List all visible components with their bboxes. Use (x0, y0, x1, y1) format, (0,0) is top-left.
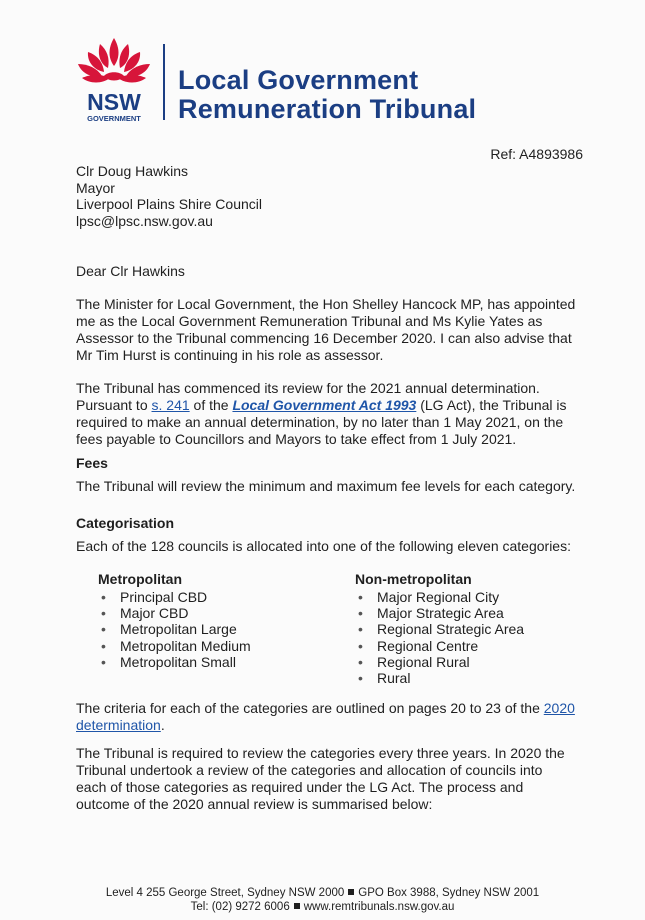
list-item: • Rural (355, 670, 524, 686)
metropolitan-list (98, 589, 251, 670)
recipient-name: Clr Doug Hawkins (76, 163, 189, 179)
paragraph-appointment: The Minister for Local Government, the Hon Shelley Hancock MP, has appointed me as the Local Government Remuneration Tribunal and Ms Kylie Yates as Assessor to the Tribunal commencing 16 December 2020. I can also advise that Mr Tim Hurst is continuing in his role as assessor. (76, 296, 576, 363)
fees-heading: Fees (76, 455, 108, 471)
separator-square-icon (294, 903, 300, 909)
non-metropolitan-heading: Non-metropolitan (355, 571, 472, 587)
recipient-council: Liverpool Plains Shire Council (76, 196, 262, 212)
categorisation-text: Each of the 128 councils is allocated into one of the following eleven categories: (76, 538, 571, 554)
list-item: • Major Strategic Area (355, 605, 524, 621)
list-item: • Regional Strategic Area (355, 621, 524, 637)
list-item: • Major Regional City (355, 589, 524, 605)
paragraph-review: The Tribunal has commenced its review for the 2021 annual determination. Pursuant to s. 241 of the Local Government Act 1993 (LG Act), the Tribunal is required to make an annual determination, by no later than 1 May 2021, on the fees payable to Councillors and Mayors to take effect from 1 July 2021. (76, 380, 567, 447)
determination-2020-link[interactable]: 2020 determination (76, 700, 575, 733)
list-item: • Major CBD (98, 605, 251, 621)
list-item: • Metropolitan Large (98, 621, 251, 637)
recipient-title: Mayor (76, 179, 115, 196)
nsw-waratah-logo (74, 36, 154, 124)
lg-act-link[interactable]: Local Government Act 1993 (232, 397, 417, 413)
header-divider (163, 44, 165, 120)
svg-text:NSW: NSW (87, 89, 141, 115)
s241-link[interactable]: s. 241 (151, 397, 190, 413)
recipient-address (76, 163, 262, 229)
paragraph-categories-review: The Tribunal is required to review the categories every three years. In 2020 the Tribunal undertook a review of the categories and allocation of councils into each of those categories as required under the LG Act. The process and outcome of the 2020 annual review is summarised below: (76, 745, 565, 812)
categorisation-heading: Categorisation (76, 515, 175, 531)
list-item: • Metropolitan Medium (98, 638, 251, 654)
metropolitan-heading: Metropolitan (98, 571, 182, 587)
list-item: • Regional Centre (355, 638, 524, 654)
list-item: • Regional Rural (355, 654, 524, 670)
recipient-email: lpsc@lpsc.nsw.gov.au (76, 212, 213, 229)
fees-text: The Tribunal will review the minimum and maximum fee levels for each category. (76, 478, 576, 494)
website-link[interactable]: www.remtribunals.nsw.gov.au (303, 901, 455, 913)
separator-square-icon (348, 889, 354, 895)
non-metropolitan-list (355, 589, 524, 686)
list-item: • Metropolitan Small (98, 654, 251, 670)
metropolitan-column (98, 571, 251, 670)
salutation: Dear Clr Hawkins (76, 263, 185, 279)
paragraph-criteria: The criteria for each of the categories are outlined on pages 20 to 23 of the 2020 determination. (76, 700, 575, 733)
non-metropolitan-column (355, 571, 524, 686)
reference-number: Ref: A4893986 (490, 146, 583, 162)
list-item: • Principal CBD (98, 589, 251, 605)
organisation-name: Local Government Remuneration Tribunal (178, 65, 477, 124)
svg-text:GOVERNMENT: GOVERNMENT (87, 114, 141, 123)
footer-contact: Level 4 255 George Street, Sydney NSW 2000 GPO Box 3988, Sydney NSW 2001 Tel: (02) 9272 6006 www.remtribunals.nsw.gov.au (105, 887, 540, 913)
